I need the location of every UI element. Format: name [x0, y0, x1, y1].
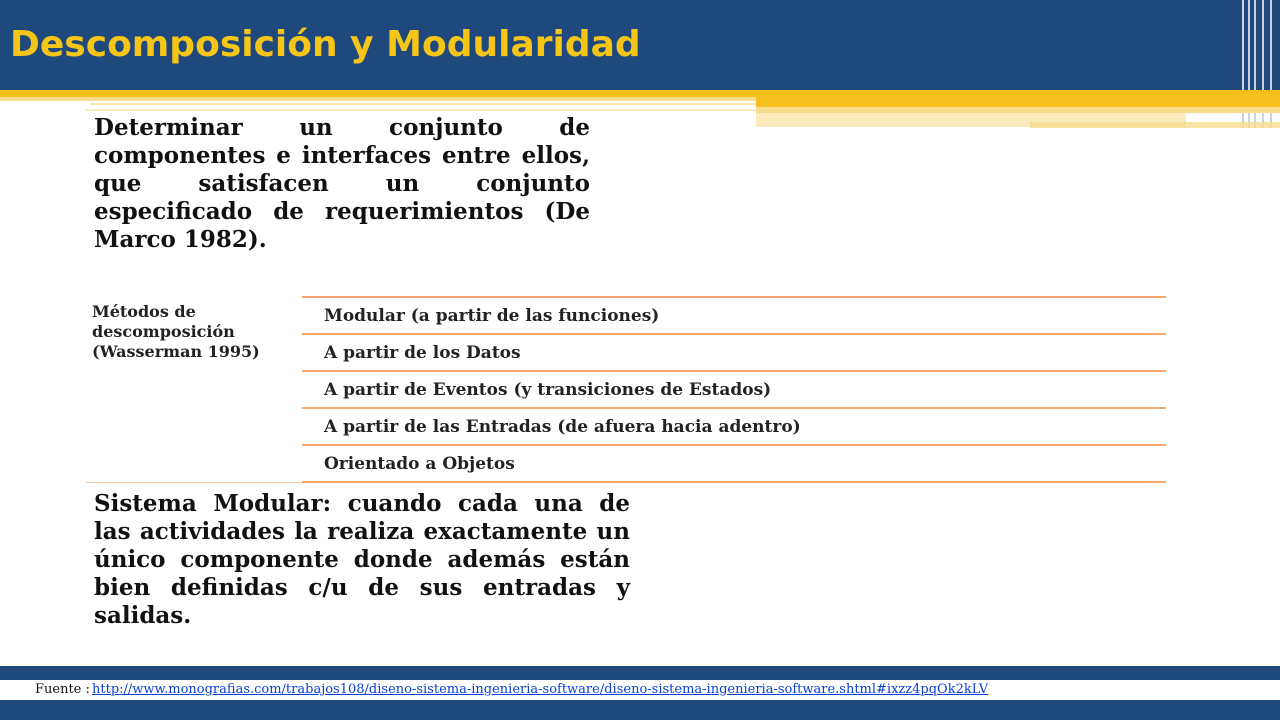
divider	[86, 482, 302, 483]
accent-stripe	[0, 90, 1280, 97]
accent-stripe	[0, 97, 756, 101]
method-item: Orientado a Objetos	[302, 446, 1166, 483]
method-item: A partir de Eventos (y transiciones de Estados)	[302, 372, 1166, 409]
methods-label: Métodos de descomposición (Wasserman 1995)	[92, 302, 260, 361]
intro-definition: Determinar un conjunto de componentes e interfaces entre ellos, que satisfacen un conjunto especificado de requerimientos (De Marco 1982).	[94, 114, 590, 253]
method-item: A partir de las Entradas (de afuera hacia adentro)	[302, 409, 1166, 446]
slide-title: Descomposición y Modularidad	[10, 24, 641, 65]
accent-stripe	[1030, 122, 1280, 128]
methods-list	[302, 296, 1166, 483]
modular-definition: Sistema Modular: cuando cada una de las actividades la realiza exactamente un único componente donde además están bien definidas c/u de sus entradas y salidas.	[94, 490, 630, 629]
accent-stripe	[86, 109, 756, 111]
accent-stripe	[90, 103, 756, 105]
source-line	[0, 680, 1280, 700]
method-item: Modular (a partir de las funciones)	[302, 298, 1166, 335]
method-item: A partir de los Datos	[302, 335, 1166, 372]
source-link[interactable]: http://www.monografias.com/trabajos108/diseno-sistema-ingenieria-software/diseno-sistema-ingenieria-software.shtml#ixzz4pqOk2kLV	[92, 682, 989, 697]
accent-stripe	[756, 97, 1280, 107]
source-label: Fuente :	[35, 682, 90, 697]
